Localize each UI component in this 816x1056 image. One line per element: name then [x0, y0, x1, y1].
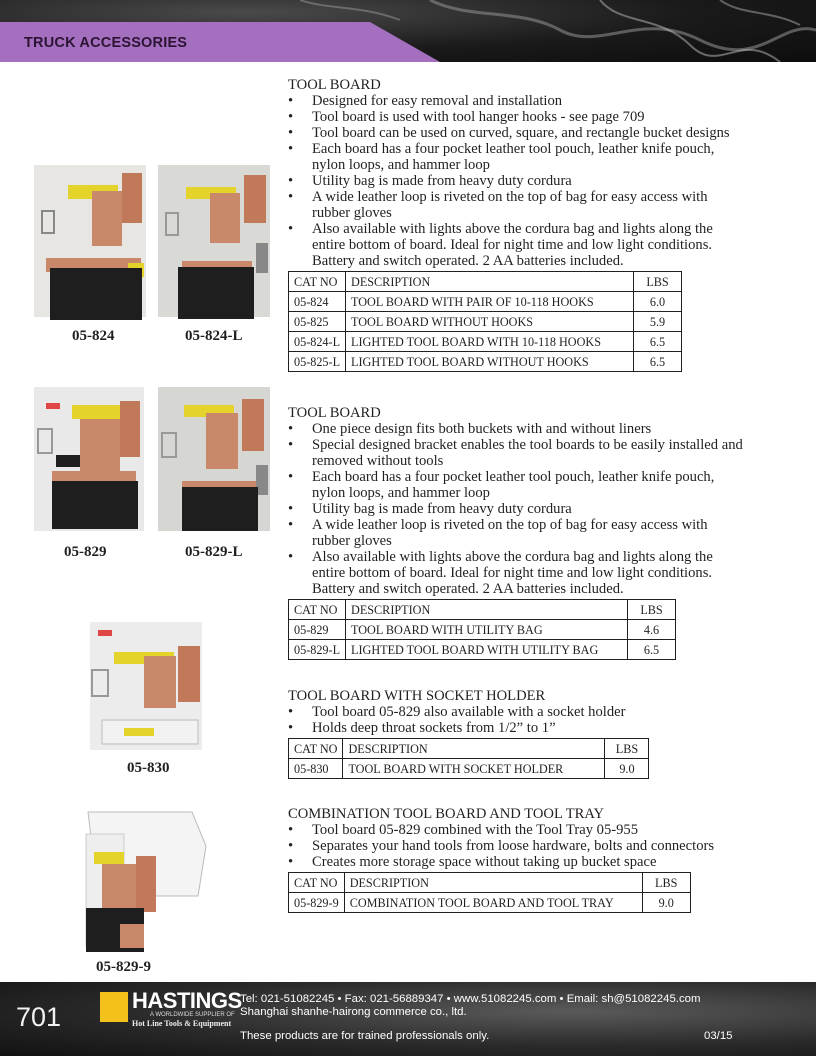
feature-item: • A wide leather loop is riveted on the top of bag for easy access with rubber gloves	[288, 517, 748, 549]
hastings-logo-icon	[100, 992, 128, 1022]
feature-item: • A wide leather loop is riveted on the top of bag for easy access with rubber gloves	[288, 189, 748, 221]
feature-list	[288, 704, 748, 736]
description-cell: TOOL BOARD WITHOUT HOOKS	[346, 312, 634, 332]
brand-subtitle: Hot Line Tools & Equipment	[132, 1019, 232, 1028]
feature-item: • Creates more storage space without taking up bucket space	[288, 854, 758, 870]
description-cell: COMBINATION TOOL BOARD AND TOOL TRAY	[344, 893, 642, 913]
feature-item: • Tool board can be used on curved, square, and rectangle bucket designs	[288, 125, 748, 141]
product-title: TOOL BOARD WITH SOCKET HOLDER	[288, 688, 546, 704]
photo-caption: 05-830	[127, 760, 170, 776]
photo-caption: 05-829-L	[185, 544, 243, 560]
lbs-cell: 6.5	[634, 352, 682, 372]
cat-no-cell: 05-825	[289, 312, 346, 332]
column-header: DESCRIPTION	[346, 600, 628, 620]
brand-logo-name: HASTINGS	[132, 988, 242, 1013]
lbs-cell: 9.0	[642, 893, 690, 913]
column-header: DESCRIPTION	[343, 739, 605, 759]
cat-no-cell: 05-824	[289, 292, 346, 312]
description-cell: TOOL BOARD WITH SOCKET HOLDER	[343, 759, 605, 779]
description-cell: LIGHTED TOOL BOARD WITH 10-118 HOOKS	[346, 332, 634, 352]
product-section-socket-holder	[288, 688, 748, 779]
table-row	[289, 759, 649, 779]
table-row	[289, 312, 682, 332]
contact-info: Tel: 021-51082245 • Fax: 021-56889347 • www.51082245.com • Email: sh@51082245.com	[240, 993, 701, 1005]
lbs-cell: 6.0	[634, 292, 682, 312]
feature-item: • One piece design fits both buckets with and without liners	[288, 421, 748, 437]
cat-no-cell: 05-824-L	[289, 332, 346, 352]
date-code: 03/15	[704, 1030, 733, 1042]
feature-item: • Also available with lights above the cordura bag and lights along the entire bottom of board. Ideal for night time and low light conditions. Battery and switch operated. 2 AA batteries included.	[288, 549, 748, 597]
description-cell: LIGHTED TOOL BOARD WITH UTILITY BAG	[346, 640, 628, 660]
lbs-cell: 4.6	[628, 620, 676, 640]
table-row	[289, 640, 676, 660]
product-photo-05-829-L	[156, 385, 274, 535]
photo-caption: 05-829-9	[96, 959, 151, 975]
table-header-row	[289, 739, 649, 759]
product-photo-05-829-9	[80, 804, 210, 956]
column-header: DESCRIPTION	[346, 272, 634, 292]
product-section-tool-board-bracket	[288, 405, 748, 660]
cat-no-cell: 05-825-L	[289, 352, 346, 372]
product-title: TOOL BOARD	[288, 405, 381, 421]
feature-list	[288, 93, 748, 269]
table-row	[289, 620, 676, 640]
feature-list	[288, 822, 758, 870]
lbs-cell: 5.9	[634, 312, 682, 332]
table-row	[289, 352, 682, 372]
cat-no-cell: 05-829	[289, 620, 346, 640]
table-header-row	[289, 873, 691, 893]
product-photo-05-824	[32, 163, 152, 323]
photo-caption: 05-824	[72, 328, 115, 344]
company-name: Shanghai shanhe-hairong commerce co., ltd.	[240, 1006, 467, 1018]
description-cell: LIGHTED TOOL BOARD WITHOUT HOOKS	[346, 352, 634, 372]
description-cell: TOOL BOARD WITH PAIR OF 10-118 HOOKS	[346, 292, 634, 312]
table-header-row	[289, 600, 676, 620]
feature-item: • Tool board is used with tool hanger hooks - see page 709	[288, 109, 748, 125]
product-photo-05-830	[84, 616, 210, 756]
cat-no-cell: 05-829-L	[289, 640, 346, 660]
column-header: LBS	[628, 600, 676, 620]
table-row	[289, 893, 691, 913]
spec-table	[288, 872, 691, 913]
feature-item: • Tool board 05-829 also available with a socket holder	[288, 704, 748, 720]
product-section-tool-board	[288, 77, 748, 372]
product-photo-05-829	[32, 385, 152, 535]
column-header: DESCRIPTION	[344, 873, 642, 893]
page-header	[0, 0, 816, 62]
page-footer	[0, 982, 816, 1056]
cat-no-cell: 05-829-9	[289, 893, 345, 913]
product-photo-05-824-L	[156, 163, 274, 323]
table-row	[289, 332, 682, 352]
feature-item: • Separates your hand tools from loose hardware, bolts and connectors	[288, 838, 758, 854]
column-header: CAT NO	[289, 272, 346, 292]
spec-table	[288, 599, 676, 660]
photo-caption: 05-824-L	[185, 328, 243, 344]
product-section-combination	[288, 806, 758, 913]
feature-list	[288, 421, 748, 597]
feature-item: • Each board has a four pocket leather tool pouch, leather knife pouch, nylon loops, and hammer loop	[288, 141, 748, 173]
lbs-cell: 9.0	[605, 759, 649, 779]
section-title: TRUCK ACCESSORIES	[24, 35, 188, 51]
page-number: 701	[16, 1002, 62, 1032]
feature-item: • Designed for easy removal and installation	[288, 93, 748, 109]
brand-tagline: A WORLDWIDE SUPPLIER OF	[150, 1012, 235, 1018]
table-header-row	[289, 272, 682, 292]
column-header: LBS	[634, 272, 682, 292]
column-header: LBS	[605, 739, 649, 759]
column-header: CAT NO	[289, 873, 345, 893]
disclaimer: These products are for trained professionals only.	[240, 1030, 490, 1042]
feature-item: • Each board has a four pocket leather tool pouch, leather knife pouch, nylon loops, and hammer loop	[288, 469, 748, 501]
feature-item: • Tool board 05-829 combined with the Tool Tray 05-955	[288, 822, 758, 838]
feature-item: • Special designed bracket enables the tool boards to be easily installed and removed without tools	[288, 437, 748, 469]
description-cell: TOOL BOARD WITH UTILITY BAG	[346, 620, 628, 640]
feature-item: • Utility bag is made from heavy duty cordura	[288, 173, 748, 189]
cat-no-cell: 05-830	[289, 759, 343, 779]
spec-table	[288, 271, 682, 372]
column-header: LBS	[642, 873, 690, 893]
spec-table	[288, 738, 649, 779]
table-row	[289, 292, 682, 312]
lbs-cell: 6.5	[628, 640, 676, 660]
feature-item: • Holds deep throat sockets from 1/2” to 1”	[288, 720, 748, 736]
photo-caption: 05-829	[64, 544, 107, 560]
column-header: CAT NO	[289, 600, 346, 620]
feature-item: • Also available with lights above the cordura bag and lights along the entire bottom of board. Ideal for night time and low light conditions. Battery and switch operated. 2 AA batteries included.	[288, 221, 748, 269]
feature-item: • Utility bag is made from heavy duty cordura	[288, 501, 748, 517]
lbs-cell: 6.5	[634, 332, 682, 352]
product-title: COMBINATION TOOL BOARD AND TOOL TRAY	[288, 806, 605, 822]
product-title: TOOL BOARD	[288, 77, 381, 93]
column-header: CAT NO	[289, 739, 343, 759]
